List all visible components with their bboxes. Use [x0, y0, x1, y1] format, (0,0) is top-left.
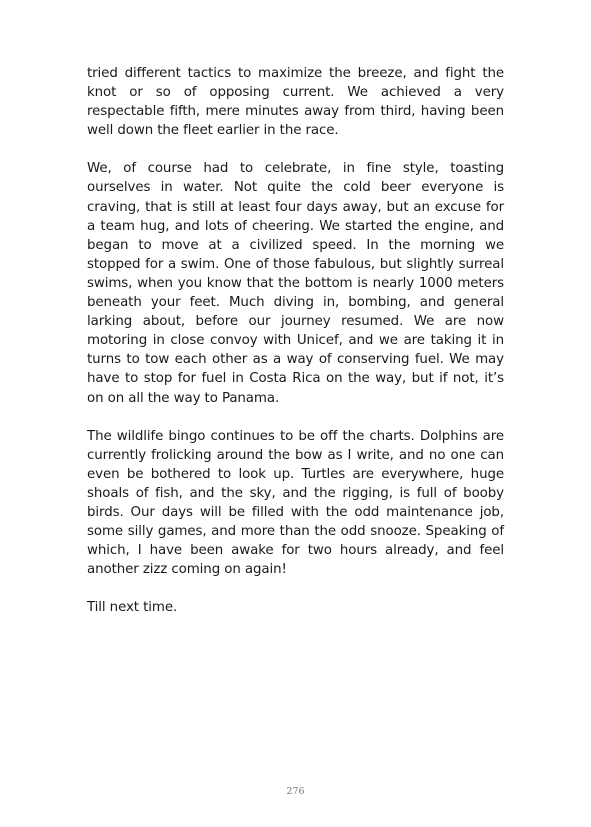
- paragraph-4: Till next time.: [87, 600, 178, 616]
- paragraph-2: We, of course had to celebrate, in fine style, toasting ourselves in water. Not quite the cold beer everyone is craving, that is still at least four days away, but an excuse for a team hug, and lots of cheering. We started the engine, and began to move at a civilized speed. In the morning we stopped for a swim. One of those fabulous, but slightly surreal swims, when you know that the bottom is nearly 1000 meters beneath your feet. Much diving in, bombing, and general larking about, before our journey resumed. We are now motoring in close convoy with Unicef, and we are taking it in turns to tow each other as a way of conserving fuel. We may have to stop for fuel in Costa Rica on the way, but if not, it’s on on all the way to Panama.: [87, 161, 504, 406]
- paragraph-3: The wildlife bingo continues to be off the charts. Dolphins are currently frolicking around the bow as I write, and no one can even be bothered to look up. Turtles are everywhere, huge shoals of fish, and the sky, and the rigging, is full of booby birds. Our days will be filled with the odd maintenance job, some silly games, and more than the odd snooze. Speaking of which, I have been awake for two hours already, and feel another zizz coming on again!: [87, 428, 504, 578]
- paragraph-1: tried different tactics to maximize the breeze, and fight the knot or so of opposing current. We achieved a very respectable fifth, mere minutes away from third, having been well down the fleet earlier in the race.: [87, 66, 504, 139]
- page-body: [87, 64, 504, 636]
- page-number: 276: [286, 786, 305, 797]
